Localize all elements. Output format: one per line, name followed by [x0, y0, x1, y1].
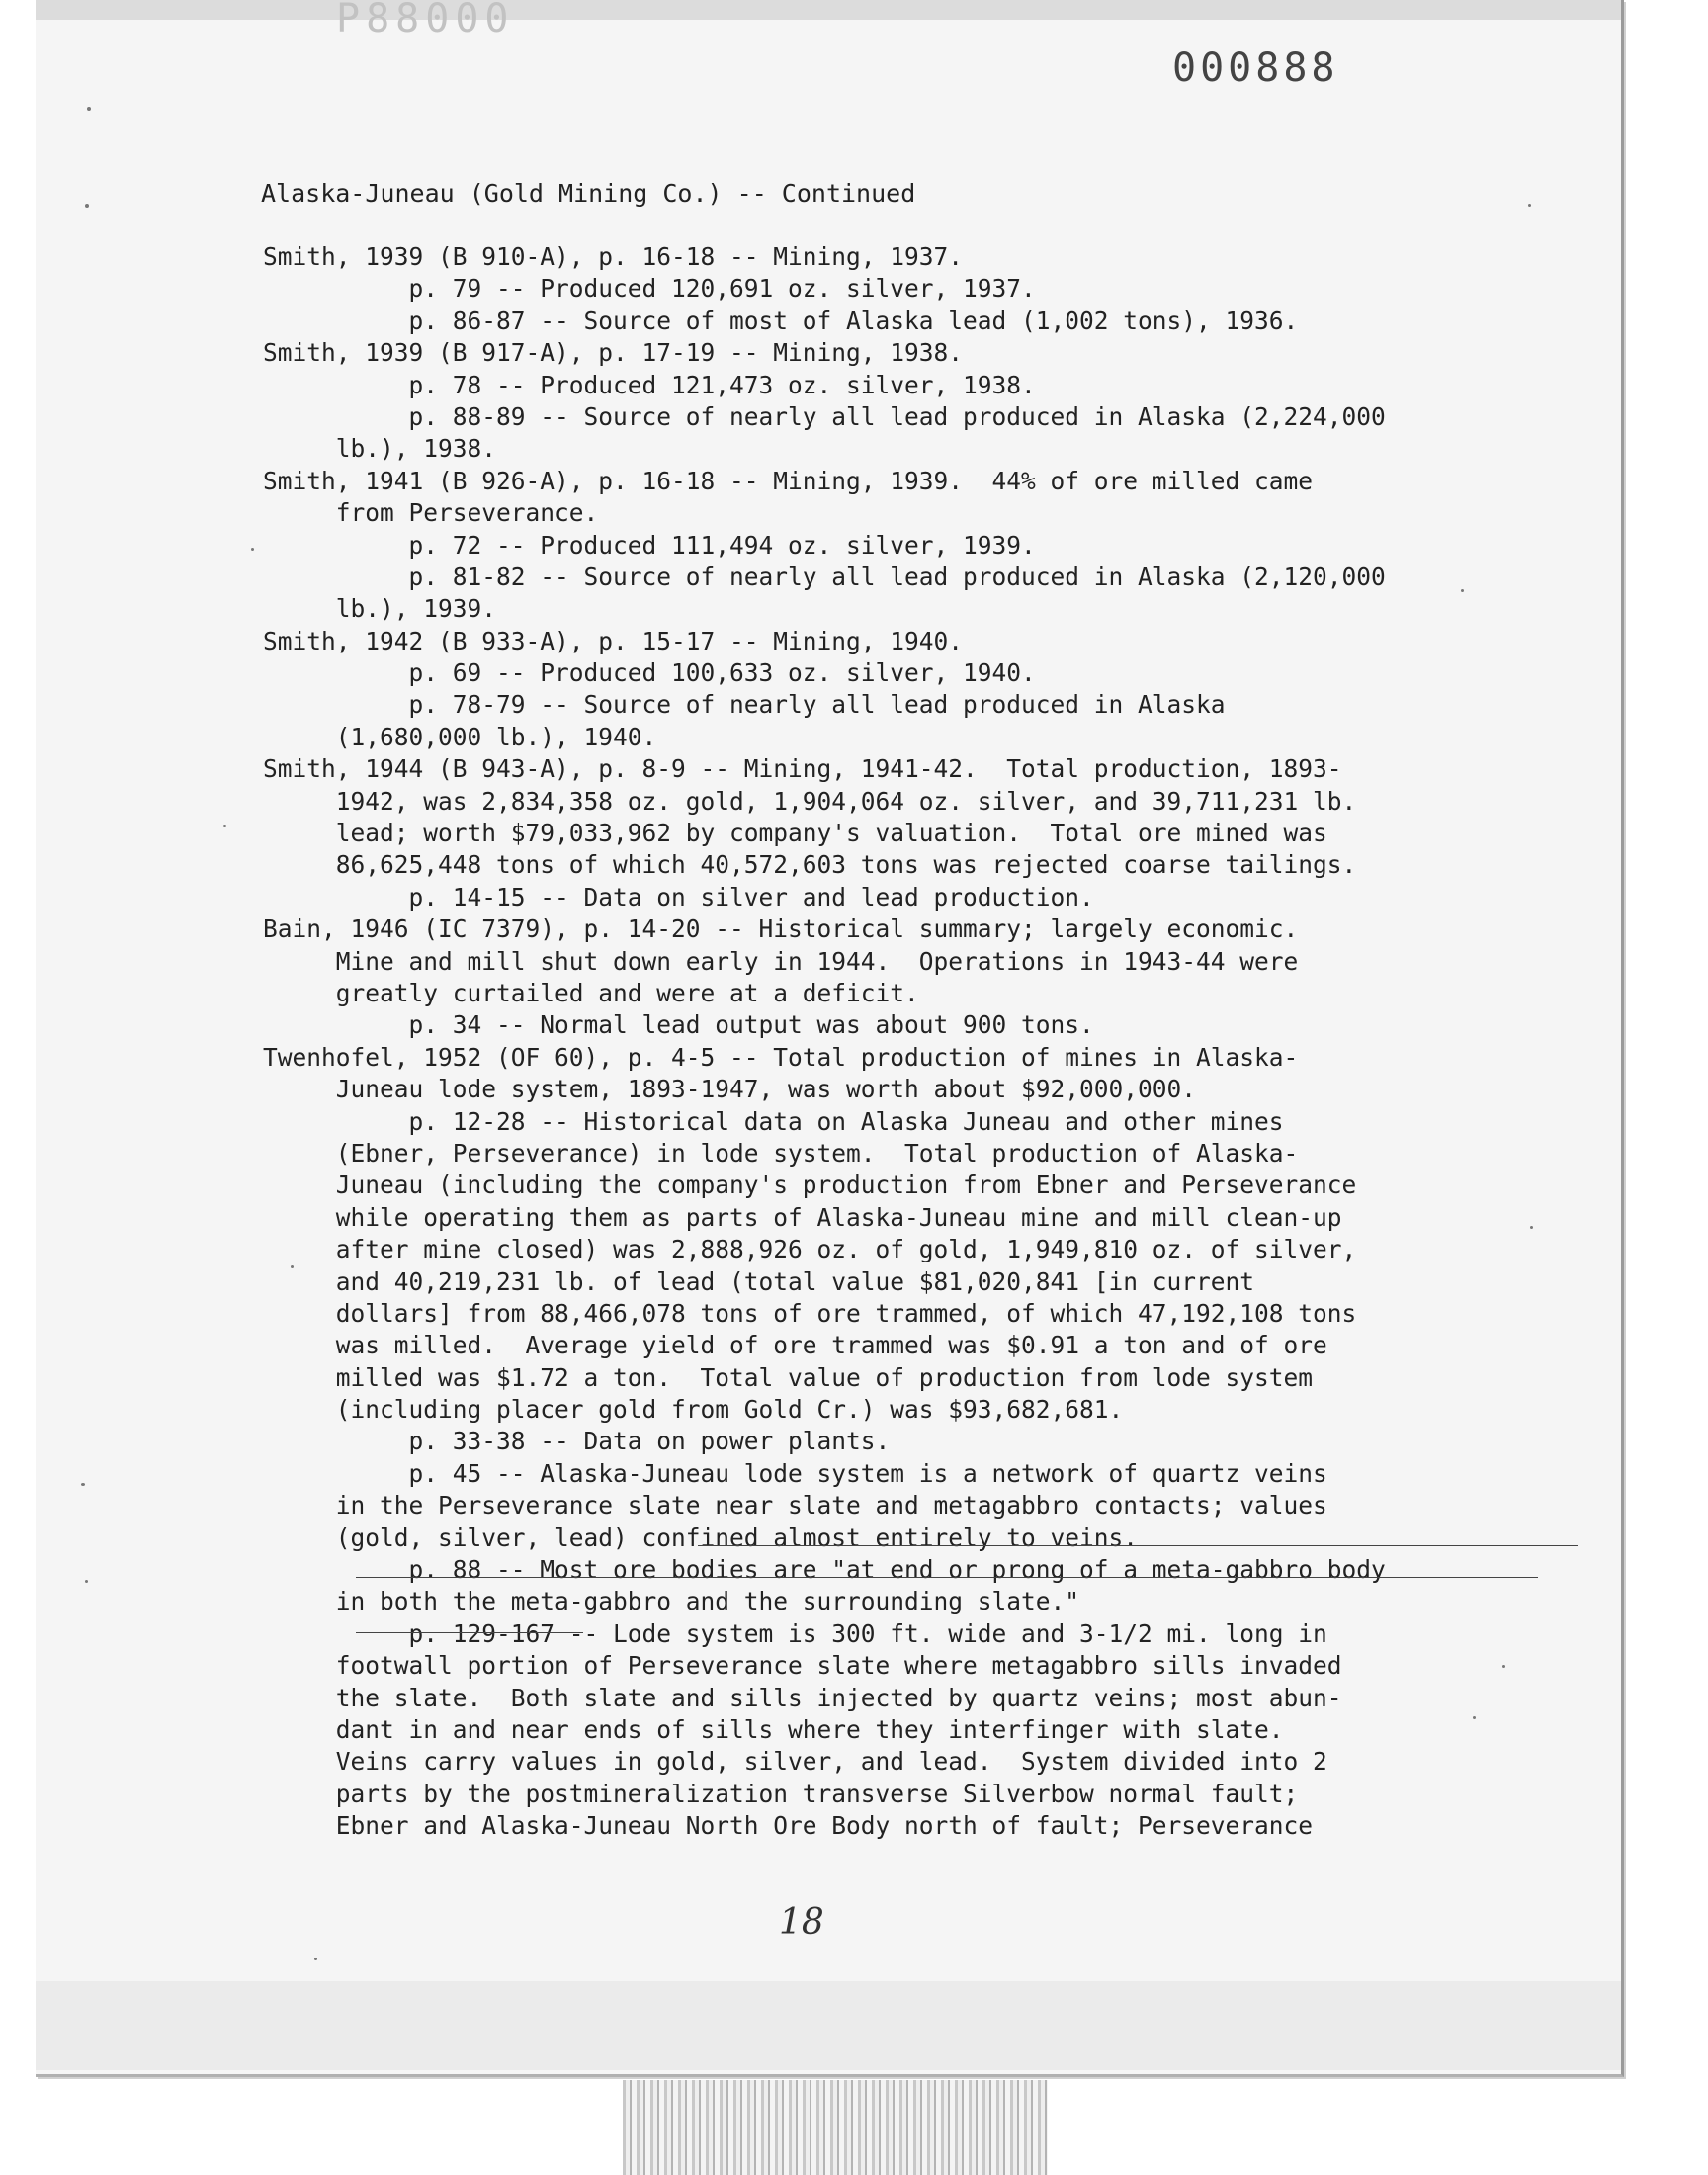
scan-speck — [85, 1580, 88, 1583]
text-line: lb.), 1939. — [263, 594, 497, 624]
scan-speck — [1528, 204, 1531, 207]
text-line: in both the meta-gabbro and the surrounding slate." — [263, 1587, 1080, 1616]
text-line: dant in and near ends of sills where they interfinger with slate. — [263, 1714, 1284, 1744]
scan-speck — [223, 825, 226, 827]
handwritten-underline — [698, 1545, 1578, 1546]
text-line: p. 12-28 -- Historical data on Alaska Juneau and other mines — [263, 1106, 1284, 1136]
scanner-strip — [623, 2080, 1048, 2175]
text-line: Juneau lode system, 1893-1947, was worth about $92,000,000. — [263, 1075, 1197, 1104]
scan-speck — [1461, 589, 1464, 592]
page-title: Alaska-Juneau (Gold Mining Co.) -- Continued — [261, 179, 916, 208]
faint-stamp: P88000 — [336, 0, 515, 42]
handwritten-page-number: 18 — [779, 1902, 824, 1943]
text-line: was milled. Average yield of ore trammed was $0.91 a ton and of ore — [263, 1331, 1327, 1360]
scan-speck — [251, 548, 254, 551]
text-line: p. 69 -- Produced 100,633 oz. silver, 1940. — [263, 658, 1036, 688]
text-line: p. 72 -- Produced 111,494 oz. silver, 1939. — [263, 530, 1036, 560]
text-line: p. 88 -- Most ore bodies are "at end or prong of a meta-gabbro body — [263, 1555, 1386, 1585]
text-line: Juneau (including the company's production from Ebner and Perseverance — [263, 1171, 1357, 1200]
text-line: (including placer gold from Gold Cr.) was $93,682,681. — [263, 1395, 1124, 1425]
text-line: Bain, 1946 (IC 7379), p. 14-20 -- Historical summary; largely economic. — [263, 914, 1299, 944]
text-line: dollars] from 88,466,078 tons of ore trammed, of which 47,192,108 tons — [263, 1298, 1357, 1328]
text-line: p. 86-87 -- Source of most of Alaska lead (1,002 tons), 1936. — [263, 305, 1299, 335]
body-text — [263, 241, 1386, 1843]
text-line: footwall portion of Perseverance slate where metagabbro sills invaded — [263, 1651, 1342, 1681]
text-line: p. 45 -- Alaska-Juneau lode system is a network of quartz veins — [263, 1458, 1327, 1488]
text-line: Twenhofel, 1952 (OF 60), p. 4-5 -- Total production of mines in Alaska- — [263, 1042, 1299, 1072]
scan-bottom-shadow — [36, 1981, 1621, 2070]
text-line: the slate. Both slate and sills injected by quartz veins; most abun- — [263, 1683, 1342, 1712]
scan-top-edge — [36, 0, 1621, 20]
text-line: Veins carry values in gold, silver, and lead. System divided into 2 — [263, 1747, 1327, 1777]
text-line: p. 88-89 -- Source of nearly all lead produced in Alaska (2,224,000 — [263, 401, 1386, 431]
text-line: Mine and mill shut down early in 1944. Operations in 1943-44 were — [263, 946, 1299, 976]
handwritten-underline — [356, 1577, 1538, 1578]
scan-speck — [314, 1958, 317, 1960]
text-line: Smith, 1939 (B 910-A), p. 16-18 -- Mining, 1937. — [263, 242, 964, 271]
text-line: Smith, 1942 (B 933-A), p. 15-17 -- Mining, 1940. — [263, 626, 964, 655]
text-line: p. 78-79 -- Source of nearly all lead produced in Alaska — [263, 690, 1226, 720]
text-line: Smith, 1939 (B 917-A), p. 17-19 -- Mining, 1938. — [263, 338, 964, 368]
text-line: lead; worth $79,033,962 by company's valuation. Total ore mined was — [263, 819, 1327, 848]
text-line: (Ebner, Perseverance) in lode system. Total production of Alaska- — [263, 1138, 1299, 1168]
text-line: parts by the postmineralization transverse Silverbow normal fault; — [263, 1779, 1299, 1808]
text-line: (1,680,000 lb.), 1940. — [263, 722, 657, 751]
text-line: milled was $1.72 a ton. Total value of production from lode system — [263, 1362, 1314, 1392]
text-line: p. 81-82 -- Source of nearly all lead produced in Alaska (2,120,000 — [263, 562, 1386, 591]
text-line: lb.), 1938. — [263, 434, 497, 464]
scan-speck — [81, 1483, 85, 1486]
text-line: 86,625,448 tons of which 40,572,603 tons was rejected coarse tailings. — [263, 850, 1357, 880]
scan-speck — [1530, 1226, 1533, 1229]
text-line: p. 34 -- Normal lead output was about 900 tons. — [263, 1010, 1094, 1040]
text-line: p. 78 -- Produced 121,473 oz. silver, 1938. — [263, 370, 1036, 399]
text-line: Smith, 1941 (B 926-A), p. 16-18 -- Mining, 1939. 44% of ore milled came — [263, 466, 1314, 495]
text-line: 1942, was 2,834,358 oz. gold, 1,904,064 oz. silver, and 39,711,231 lb. — [263, 786, 1357, 816]
text-line: p. 14-15 -- Data on silver and lead production. — [263, 882, 1094, 912]
text-line: greatly curtailed and were at a deficit. — [263, 978, 919, 1007]
text-line: p. 33-38 -- Data on power plants. — [263, 1427, 891, 1456]
text-line: after mine closed) was 2,888,926 oz. of gold, 1,949,810 oz. of silver, — [263, 1235, 1357, 1264]
text-line: in the Perseverance slate near slate and metagabbro contacts; values — [263, 1491, 1327, 1521]
scan-speck — [1473, 1716, 1476, 1719]
document-number-stamp: 000888 — [1172, 45, 1339, 91]
scan-speck — [1502, 1665, 1505, 1668]
scan-speck — [85, 204, 89, 208]
text-line: and 40,219,231 lb. of lead (total value $81,020,841 [in current — [263, 1266, 1255, 1296]
text-line: p. 129-167 -- Lode system is 300 ft. wide and 3-1/2 mi. long in — [263, 1618, 1327, 1648]
scan-speck — [87, 107, 91, 111]
text-line: p. 79 -- Produced 120,691 oz. silver, 1937. — [263, 274, 1036, 304]
text-line: while operating them as parts of Alaska-Juneau mine and mill clean-up — [263, 1202, 1342, 1232]
text-line: Smith, 1944 (B 943-A), p. 8-9 -- Mining, 1941-42. Total production, 1893- — [263, 754, 1342, 784]
text-line: from Perseverance. — [263, 498, 599, 528]
text-line: (gold, silver, lead) confined almost entirely to veins. — [263, 1522, 1139, 1552]
handwritten-underline — [356, 1632, 583, 1633]
text-line: Ebner and Alaska-Juneau North Ore Body north of fault; Perseverance — [263, 1811, 1314, 1841]
